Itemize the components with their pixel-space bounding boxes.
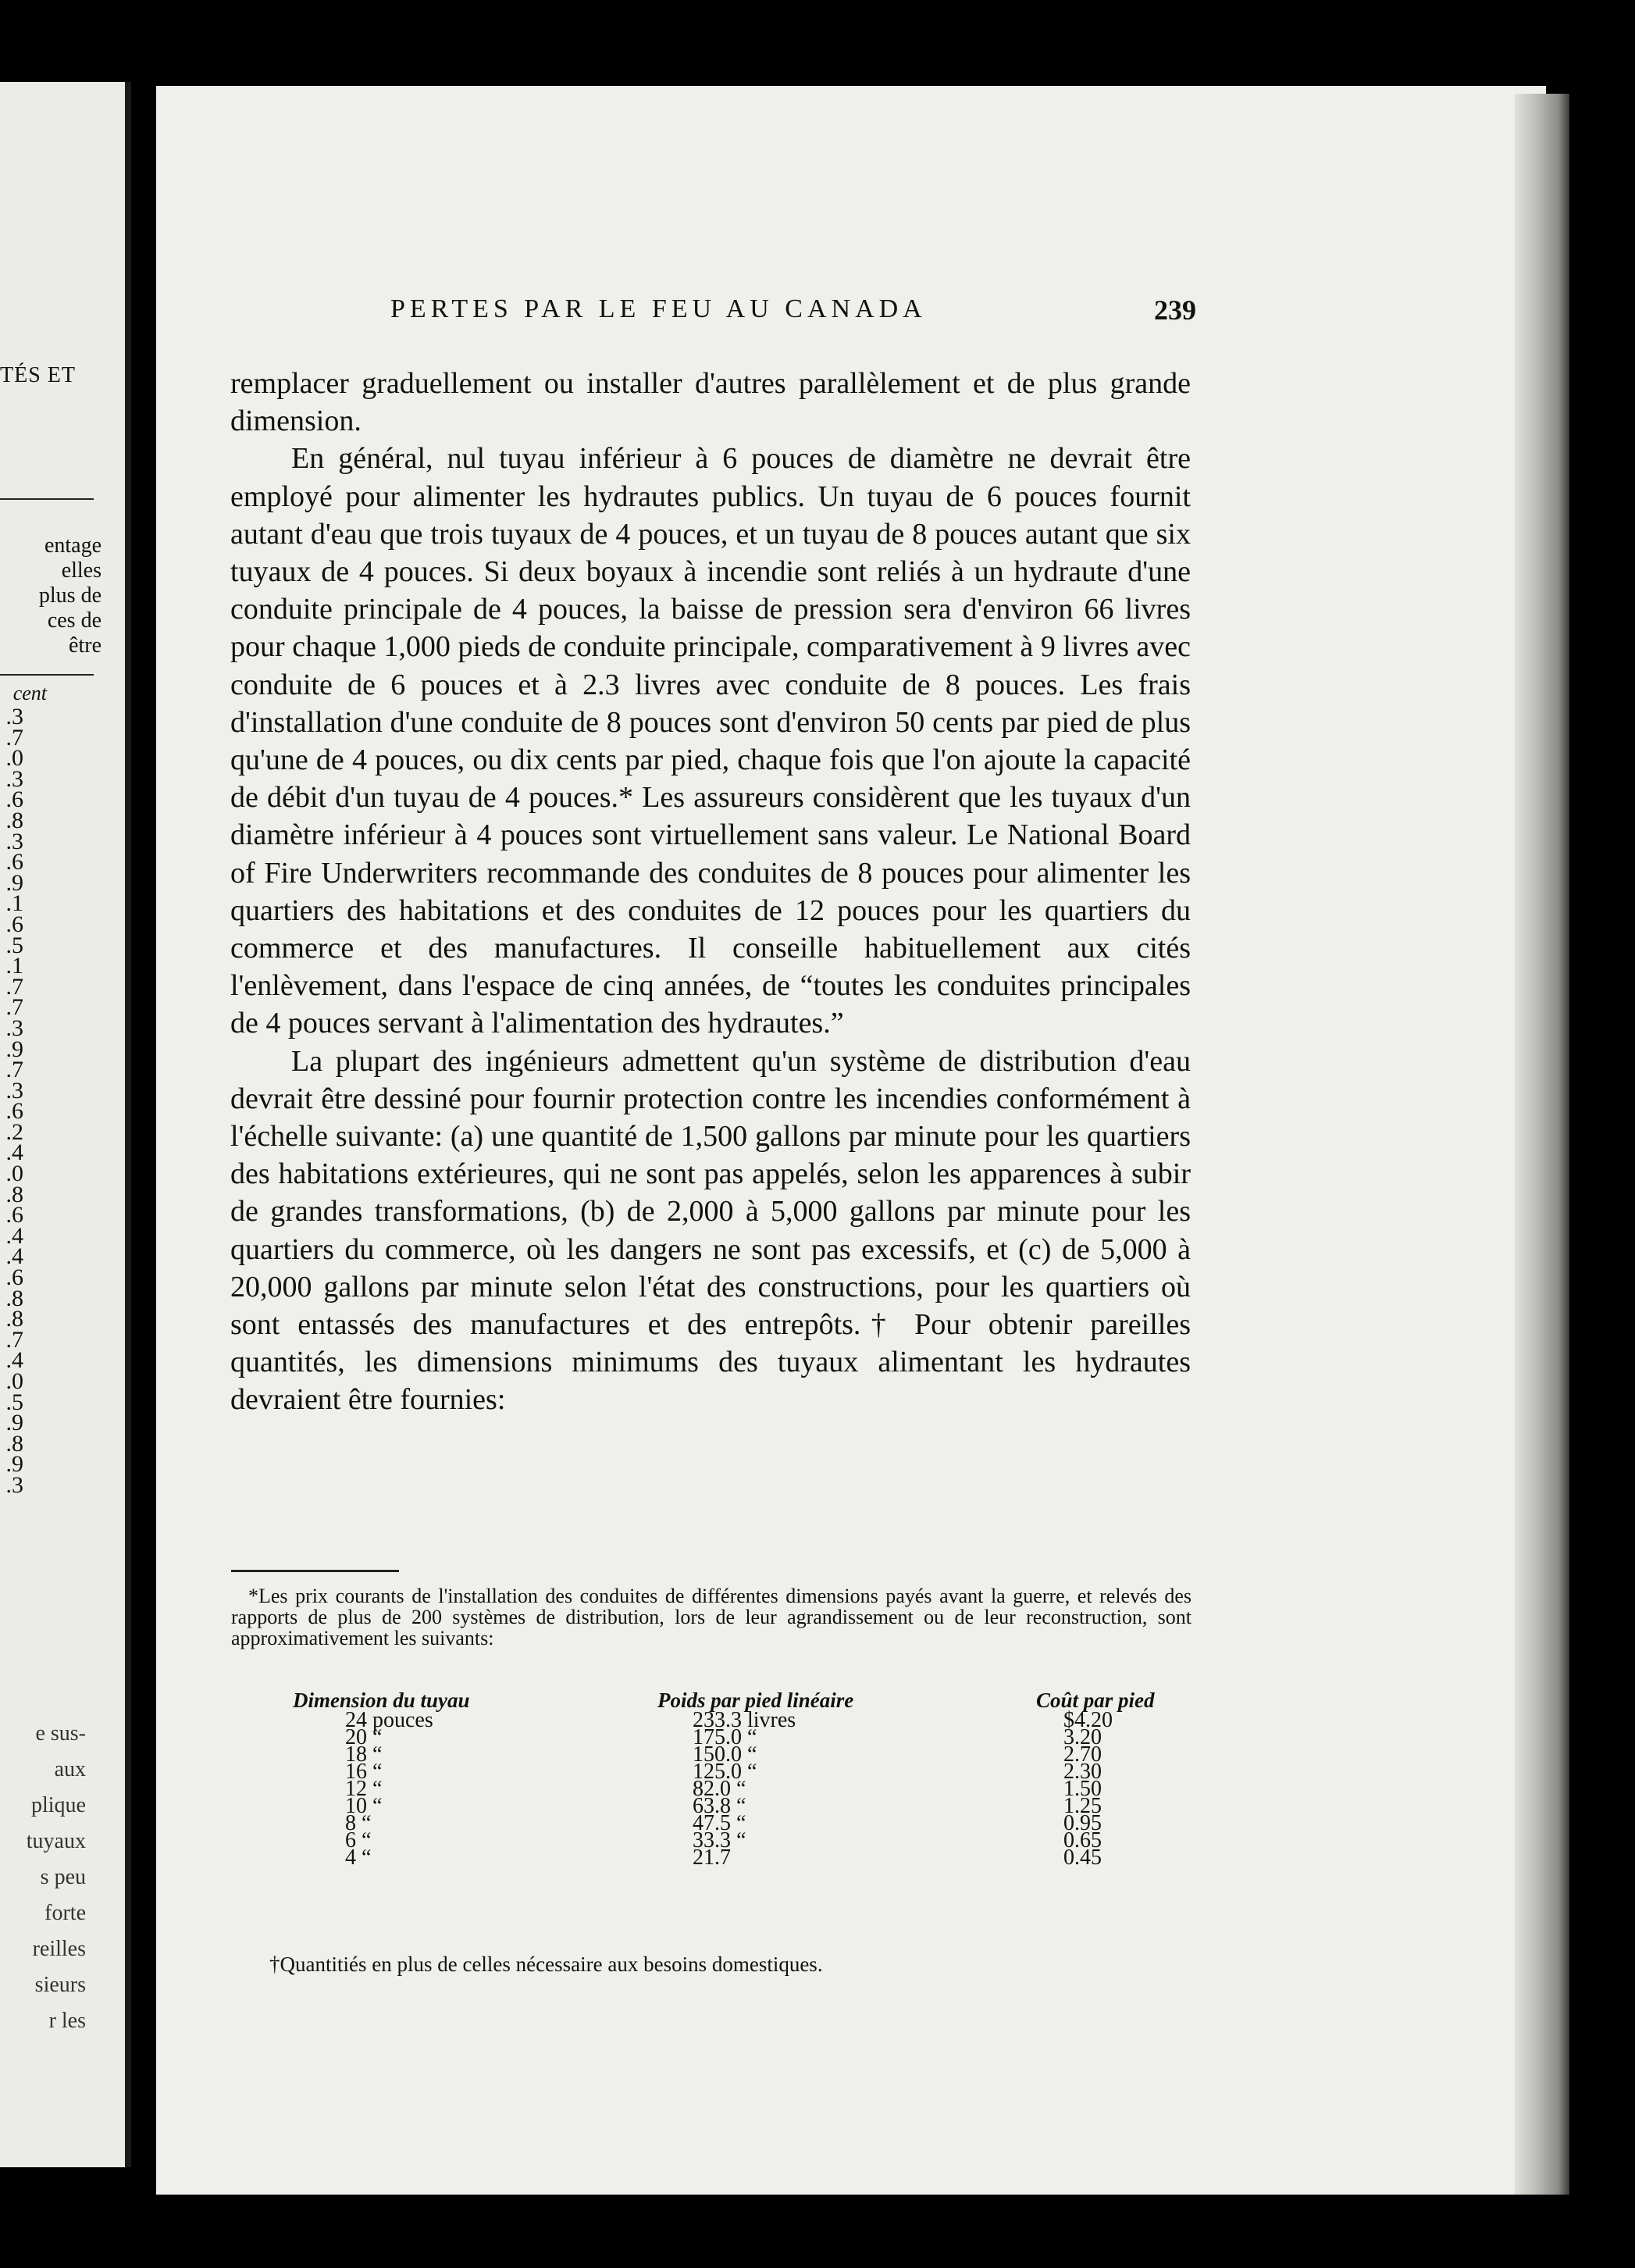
left-line: reilles xyxy=(32,1937,86,1961)
table-cell: 6 “ xyxy=(345,1828,372,1853)
table-cell: 2.70 xyxy=(1063,1742,1102,1767)
left-number: .5 xyxy=(5,1389,23,1415)
left-line: plique xyxy=(31,1793,86,1817)
left-number: .7 xyxy=(5,994,23,1021)
table-cell: 63.8 “ xyxy=(693,1794,746,1818)
table-cell: 1.25 xyxy=(1063,1794,1102,1818)
left-number: .4 xyxy=(5,1139,23,1166)
left-number: .9 xyxy=(5,1410,23,1436)
left-number: .1 xyxy=(5,890,23,917)
left-number: .4 xyxy=(5,1347,23,1374)
left-number: .2 xyxy=(5,1118,23,1145)
footnote xyxy=(231,1585,1192,1649)
left-line: entage xyxy=(44,533,102,558)
table-cell: 12 “ xyxy=(345,1777,383,1801)
left-number: .5 xyxy=(5,932,23,958)
table-cell: 82.0 “ xyxy=(693,1777,746,1801)
table-cell: 21.7 xyxy=(693,1845,731,1870)
left-page-lines-top xyxy=(0,533,102,658)
table-cell: 2.30 xyxy=(1063,1760,1102,1784)
table-cell: 47.5 “ xyxy=(693,1811,746,1835)
left-line: tuyaux xyxy=(26,1829,86,1853)
footnote-text: *Les prix courants de l'installation des conduites de différentes dimensions payés avant la guerre, et relevés des rapports de plus de 200 systèmes de distribution, lors de leur agrandissement ou de leur reconstruction, sont approximativement les suivants: xyxy=(231,1585,1192,1649)
left-number: .7 xyxy=(5,1326,23,1353)
table-cell: 175.0 “ xyxy=(693,1725,757,1749)
left-line: s peu xyxy=(40,1865,86,1889)
table-cell: 8 “ xyxy=(345,1811,372,1835)
left-number: .6 xyxy=(5,849,23,875)
body-text xyxy=(230,365,1191,1419)
left-number: .8 xyxy=(5,1285,23,1311)
footnote-dagger: †Quantitiés en plus de celles nécessaire aux besoins domestiques. xyxy=(269,1952,823,1976)
table-cell: 18 “ xyxy=(345,1742,383,1767)
left-number: .8 xyxy=(5,1306,23,1332)
left-number: .6 xyxy=(5,911,23,937)
left-page-lines-bottom xyxy=(0,1716,86,2039)
table-cell: 3.20 xyxy=(1063,1725,1102,1749)
left-page-numbers xyxy=(0,704,23,1498)
page-edge xyxy=(1515,94,1569,2195)
table-cell: 0.45 xyxy=(1063,1845,1102,1870)
left-number: .6 xyxy=(5,1264,23,1291)
paragraph-1: remplacer graduellement ou installer d'autres parallèlement et de plus grande dimension. xyxy=(230,367,1191,438)
left-number: .7 xyxy=(5,973,23,1000)
left-number: .4 xyxy=(5,1222,23,1249)
table-cell: 4 “ xyxy=(345,1845,372,1870)
left-line: e sus- xyxy=(35,1721,86,1746)
left-line: aux xyxy=(54,1757,86,1781)
table-cell: 20 “ xyxy=(345,1725,383,1749)
table-cell: 233.3 livres xyxy=(693,1708,796,1732)
left-line: plus de xyxy=(38,583,102,608)
table-cell: 150.0 “ xyxy=(693,1742,757,1767)
left-number: .3 xyxy=(5,828,23,854)
left-number: .3 xyxy=(5,765,23,792)
paragraph-3: La plupart des ingénieurs admettent qu'un système de distribution d'eau devrait être dessiné pour fournir protection contre les incendies conformément à l'échelle suivante: (a) une quantité de 1,500 gallons par minute pour les quartiers des habitations extérieures, qui ne sont pas appelés, selon les apparences à subir de grandes transformations, (b) de 2,000 à 5,000 gallons par minute pour les quartiers du commerce, où les dangers ne sont pas excessifs, et (c) de 5,000 à 20,000 gallons par minute selon l'état des constructions, pour les quartiers où sont entassés des manufactures et des entrepôts.† Pour obtenir pareilles quantités, les dimensions minimums des tuyaux alimentant les hydrautes devraient être fournies: xyxy=(230,1044,1191,1417)
running-title: PERTES PAR LE FEU AU CANADA xyxy=(390,294,927,323)
left-number: .8 xyxy=(5,1430,23,1457)
header-cost: Coût par pied xyxy=(1036,1689,1155,1712)
left-number: .7 xyxy=(5,1057,23,1083)
footnote-rule xyxy=(231,1570,399,1572)
left-line: être xyxy=(69,633,102,658)
header-weight: Poids par pied linéaire xyxy=(657,1689,854,1712)
table-cell: 10 “ xyxy=(345,1794,383,1818)
left-number: .3 xyxy=(5,704,23,729)
left-number: .7 xyxy=(5,724,23,751)
left-number: .9 xyxy=(5,869,23,896)
left-number: .1 xyxy=(5,953,23,979)
page-number: 239 xyxy=(1154,294,1196,326)
left-line: forte xyxy=(45,1901,86,1925)
left-page-header: TÉS ET xyxy=(0,363,76,387)
left-number: .6 xyxy=(5,1202,23,1228)
left-number: .9 xyxy=(5,1036,23,1062)
left-number: .8 xyxy=(5,807,23,833)
paragraph-2: En général, nul tuyau inférieur à 6 pouces de diamètre ne devrait être employé pour alimenter les hydrautes publics. Un tuyau de 6 pouces fournit autant d'eau que trois tuyaux de 4 pouces, et un tuyau de 8 pouces autant que six tuyaux de 4 pouces. Si deux boyaux à incendie sont reliés à un hydraute d'une conduite principale de 4 pouces, la baisse de pression sera d'environ 66 livres pour chaque 1,000 pieds de conduite principale, comparativement à 9 livres avec conduite de 6 pouces et à 2.3 livres avec conduite de 8 pouces. Les frais d'installation d'une conduite de 8 pouces sont d'environ 50 cents par pied de plus qu'une de 4 pouces, ou dix cents par pied, chaque fois que l'on ajoute la capacité de débit d'un tuyau de 4 pouces.* Les assureurs considèrent que les tuyaux d'un diamètre inférieur à 4 pouces sont virtuellement sans valeur. Le National Board of Fire Underwriters recommande des conduites de 8 pouces pour alimenter les quartiers des habitations et des conduites de 12 pouces pour les quartiers du commerce et des manufactures. Il conseille habituellement aux cités l'enlèvement, dans l'espace de cinq années, de “toutes les conduites principales de 4 pouces servant à l'alimentation des hydrautes.” xyxy=(230,442,1191,1040)
table-cell: 24 pouces xyxy=(345,1708,433,1732)
left-number: .3 xyxy=(5,1077,23,1104)
left-line: elles xyxy=(61,558,102,583)
left-number: .6 xyxy=(5,786,23,813)
left-cent-label: cent xyxy=(12,682,47,704)
left-number: .6 xyxy=(5,1098,23,1125)
left-line: sieurs xyxy=(34,1973,86,1997)
left-line: r les xyxy=(48,2009,86,2033)
table-cell: 0.65 xyxy=(1063,1828,1102,1853)
pipe-cost-table xyxy=(258,1689,1220,1870)
table-cell: 1.50 xyxy=(1063,1777,1102,1801)
left-number: .8 xyxy=(5,1181,23,1207)
table-cell: 125.0 “ xyxy=(693,1760,757,1784)
left-number: .0 xyxy=(5,745,23,772)
left-number: .3 xyxy=(5,1471,23,1498)
table-cell: 16 “ xyxy=(345,1760,383,1784)
left-line: ces de xyxy=(47,608,102,633)
left-number: .0 xyxy=(5,1161,23,1187)
left-rule-top xyxy=(0,498,94,500)
table-cell: $4.20 xyxy=(1063,1708,1113,1732)
left-rule-mid xyxy=(0,674,94,676)
table-cell: 33.3 “ xyxy=(693,1828,746,1853)
left-number: .9 xyxy=(5,1451,23,1478)
left-number: .0 xyxy=(5,1368,23,1394)
header-dimension: Dimension du tuyau xyxy=(293,1689,470,1712)
left-number: .3 xyxy=(5,1015,23,1041)
left-page-fragment xyxy=(0,82,131,2167)
table-cell: 0.95 xyxy=(1063,1811,1102,1835)
left-number: .4 xyxy=(5,1243,23,1270)
